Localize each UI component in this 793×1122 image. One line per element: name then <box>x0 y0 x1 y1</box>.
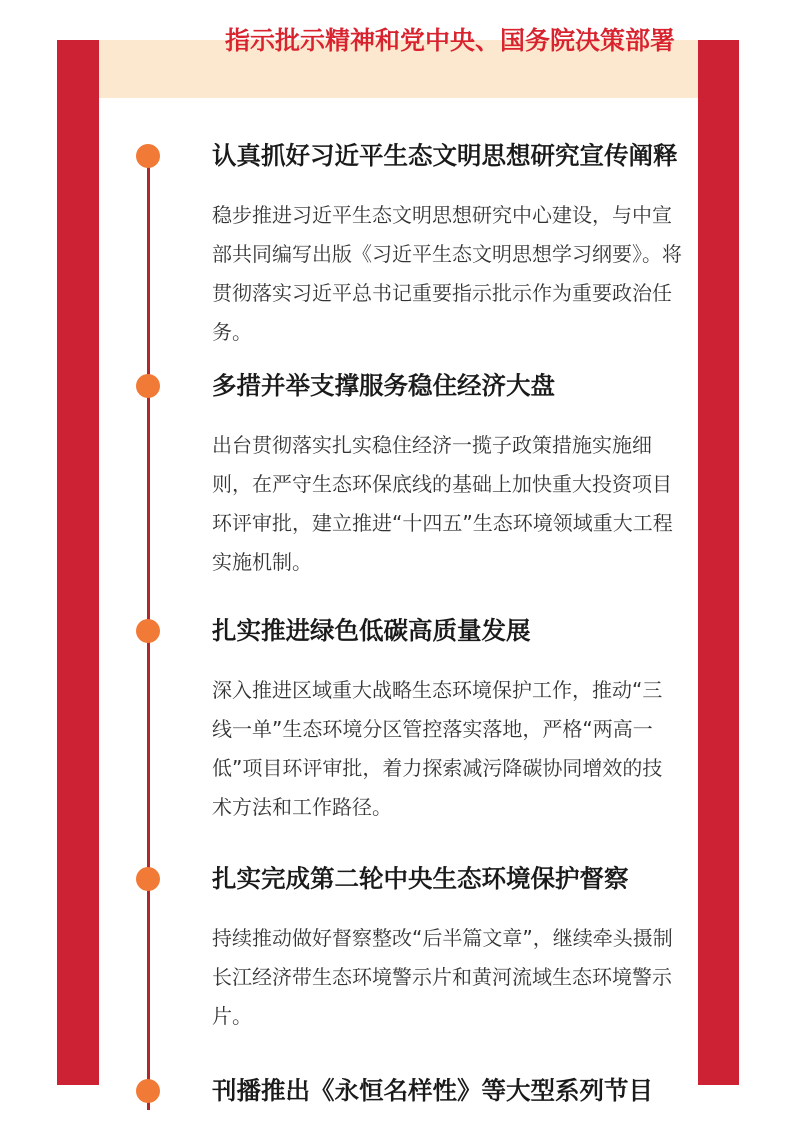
section-body: 持续推动做好督察整改“后半篇文章”，继续牵头摄制长江经济带生态环境警示片和黄河流域生态环境警示片。 <box>212 926 673 1028</box>
section-body: 稳步推进习近平生态文明思想研究中心建设，与中宣部共同编写出版《习近平生态文明思想学习纲要》。将贯彻落实习近平总书记重要指示批示作为重要政治任务。 <box>212 203 682 344</box>
section-heading: 认真抓好习近平生态文明思想研究宣传阐释 <box>212 141 678 170</box>
top-banner <box>99 26 698 98</box>
timeline-dot <box>136 374 160 398</box>
red-frame <box>57 26 739 1105</box>
section-body: 出台贯彻落实扎实稳住经济一揽子政策措施实施细则，在严守生态环保底线的基础上加快重大投资项目环评审批，建立推进“十四五”生态环境领域重大工程实施机制。 <box>212 433 673 574</box>
section-heading: 扎实推进绿色低碳高质量发展 <box>212 616 531 645</box>
banner-text: 指示批示精神和党中央、国务院决策部署 <box>225 26 676 55</box>
content-panel <box>99 26 698 1105</box>
timeline-dot <box>136 144 160 168</box>
section-heading: 多措并举支撑服务稳住经济大盘 <box>212 371 555 400</box>
section-body: 深入推进区域重大战略生态环境保护工作，推动“三线一单”生态环境分区管控落实落地，严格“两高一低”项目环评审批，着力探索减污降碳协同增效的技术方法和工作路径。 <box>212 678 663 819</box>
section-heading: 刊播推出《永恒名样性》等大型系列节目 <box>212 1076 653 1105</box>
timeline-dot <box>136 867 160 891</box>
section-heading: 扎实完成第二轮中央生态环境保护督察 <box>212 864 629 893</box>
timeline-dot <box>136 1079 160 1103</box>
timeline-dot <box>136 619 160 643</box>
